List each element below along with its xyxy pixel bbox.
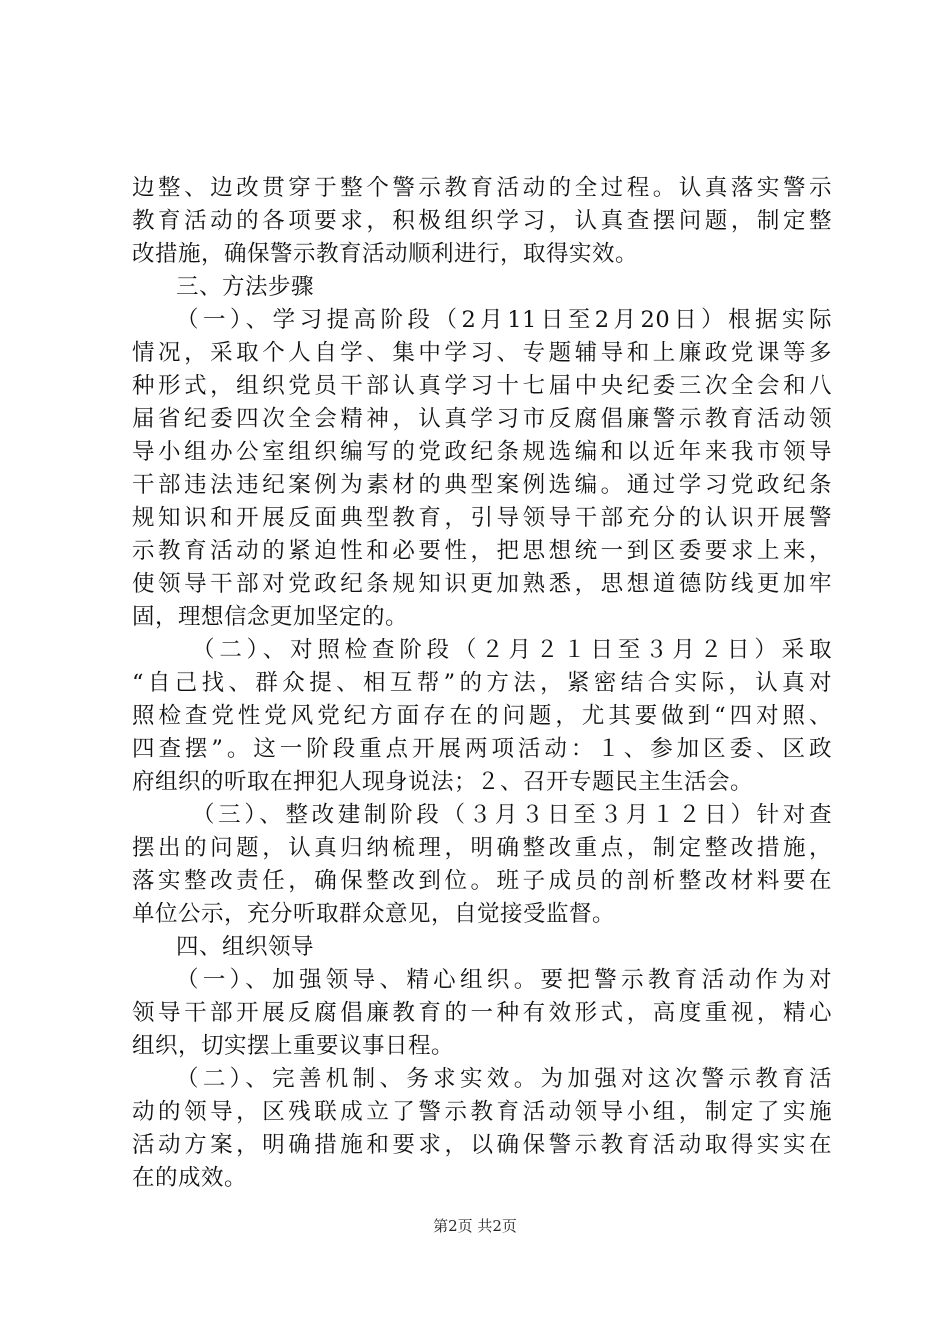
text-line: 种形式，组织党员干部认真学习十七届中央纪委三次全会和八 xyxy=(132,373,832,399)
section-heading: 三、方法步骤 xyxy=(176,274,315,300)
text-line: 领导干部开展反腐倡廉教育的一种有效形式，高度重视，精心 xyxy=(132,1000,832,1026)
text-line: 规知识和开展反面典型教育，引导领导干部充分的认识开展警 xyxy=(132,505,832,531)
document-body xyxy=(132,172,832,1195)
text-line: 四查摆”。这一阶段重点开展两项活动：１、参加区委、区政 xyxy=(132,736,832,762)
text-line: 改措施，确保警示教育活动顺利进行，取得实效。 xyxy=(132,241,639,267)
text-line: 干部违法违纪案例为素材的典型案例选编。通过学习党政纪条 xyxy=(132,472,832,498)
text-line: 组织，切实摆上重要议事日程。 xyxy=(132,1033,455,1059)
text-line: 活动方案，明确措施和要求，以确保警示教育活动取得实实在 xyxy=(132,1132,832,1158)
text-line: 单位公示，充分听取群众意见，自觉接受监督。 xyxy=(132,901,616,927)
text-line: （一）、学习提高阶段（2月11日至2月20日）根据实际 xyxy=(176,307,832,333)
text-line: 摆出的问题，认真归纳梳理，明确整改重点，制定整改措施， xyxy=(132,835,832,861)
text-line: 使领导干部对党政纪条规知识更加熟悉，思想道德防线更加牢 xyxy=(132,571,832,597)
text-line: （一）、加强领导、精心组织。要把警示教育活动作为对 xyxy=(176,967,832,993)
text-line: 府组织的听取在押犯人现身说法；２、召开专题民主生活会。 xyxy=(132,769,754,795)
text-line: 届省纪委四次全会精神，认真学习市反腐倡廉警示教育活动领 xyxy=(132,406,832,432)
text-line: 教育活动的各项要求，积极组织学习，认真查摆问题，制定整 xyxy=(132,208,832,234)
page-footer: 第2页 共2页 xyxy=(433,1217,517,1235)
text-line: “自己找、群众提、相互帮”的方法，紧密结合实际，认真对 xyxy=(132,670,832,696)
text-line: （三）、整改建制阶段（３月３日至３月１２日）针对查 xyxy=(192,802,832,828)
text-line: 照检查党性党风党纪方面存在的问题，尤其要做到“四对照、 xyxy=(132,703,832,729)
text-line: 情况，采取个人自学、集中学习、专题辅导和上廉政党课等多 xyxy=(132,340,832,366)
text-line: 示教育活动的紧迫性和必要性，把思想统一到区委要求上来， xyxy=(132,538,832,564)
text-line: 导小组办公室组织编写的党政纪条规选编和以近年来我市领导 xyxy=(132,439,832,465)
text-line: （二）、完善机制、务求实效。为加强对这次警示教育活 xyxy=(176,1066,832,1092)
text-line: （二）、对照检查阶段（２月２１日至３月２日）采取 xyxy=(192,637,832,663)
text-line: 动的领导，区残联成立了警示教育活动领导小组，制定了实施 xyxy=(132,1099,832,1125)
text-line: 边整、边改贯穿于整个警示教育活动的全过程。认真落实警示 xyxy=(132,175,832,201)
section-heading: 四、组织领导 xyxy=(176,934,315,960)
text-line: 落实整改责任，确保整改到位。班子成员的剖析整改材料要在 xyxy=(132,868,832,894)
text-line: 在的成效。 xyxy=(132,1165,248,1191)
text-line: 固，理想信念更加坚定的。 xyxy=(132,604,409,630)
